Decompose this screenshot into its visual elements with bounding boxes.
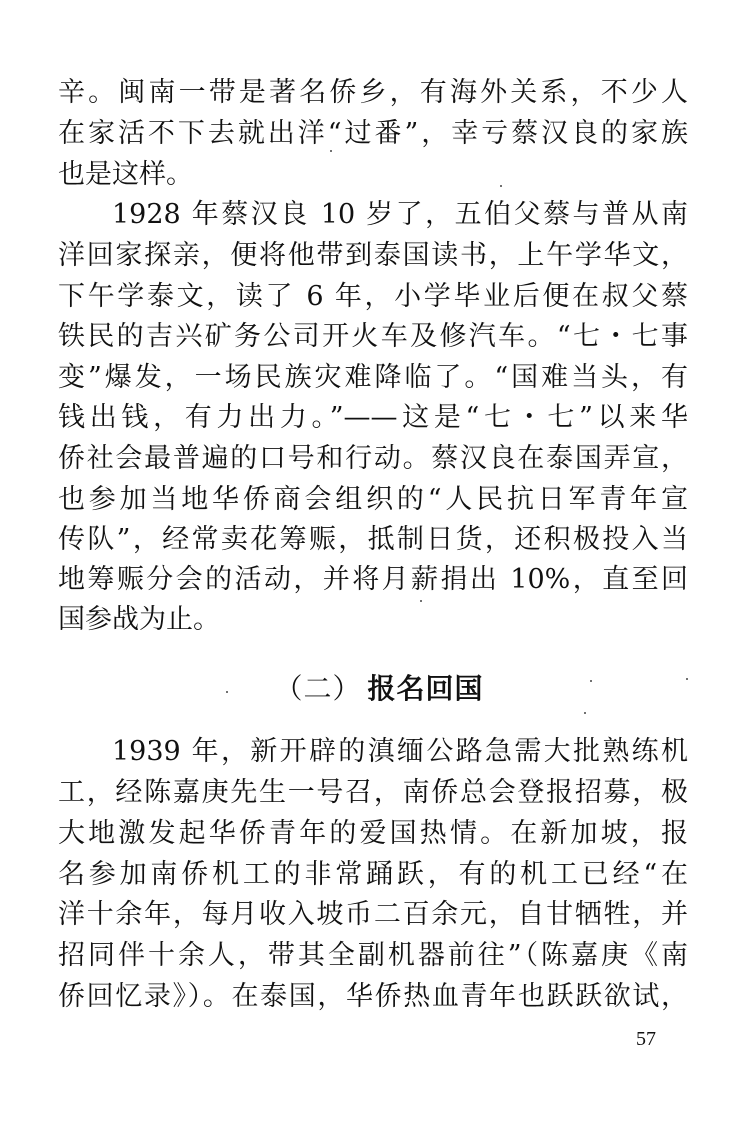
scan-speck [584, 712, 586, 714]
text-line: 传队”，经常卖花筹赈，抵制日货，还积极投入当 [58, 524, 688, 555]
text-line: 在家活不下去就出洋“过番”，幸亏蔡汉良的家族 [58, 118, 688, 149]
section-number: （二） [274, 672, 362, 705]
text-line: 1928 年蔡汉良 10 岁了，五伯父蔡与普从南 [112, 199, 688, 230]
section-heading [0, 668, 750, 710]
text-line: 也是这样。 [58, 159, 193, 190]
text-line: 侨回忆录》）。在泰国，华侨热血青年也跃跃欲试， [58, 981, 688, 1012]
text-line: 大地激发起华侨青年的爱国热情。在新加坡，报 [58, 818, 688, 849]
text-line: 1939 年，新开辟的滇缅公路急需大批熟练机 [112, 736, 688, 767]
text-line: 辛。闽南一带是著名侨乡，有海外关系，不少人 [58, 77, 688, 108]
section-title: 报名回国 [367, 672, 484, 705]
text-line: 洋回家探亲，便将他带到泰国读书，上午学华文， [58, 240, 688, 271]
text-line: 招同伴十余人，带其全副机器前往”（陈嘉庚《南 [58, 940, 688, 971]
scan-speck [330, 150, 332, 152]
text-line: 也参加当地华侨商会组织的“人民抗日军青年宣 [58, 484, 688, 515]
page-number: 57 [636, 1028, 656, 1050]
scan-speck [226, 691, 228, 693]
scan-speck [500, 185, 502, 187]
text-line: 国参战为止。 [58, 604, 220, 635]
text-line: 地筹赈分会的活动，并将月薪捐出 10%，直至回 [58, 564, 688, 595]
text-line: 变”爆发，一场民族灾难降临了。“国难当头，有 [58, 362, 688, 393]
scan-speck [420, 600, 422, 602]
scan-speck [590, 680, 592, 682]
text-line: 名参加南侨机工的非常踊跃，有的机工已经“在 [58, 859, 688, 890]
text-line: 侨社会最普遍的口号和行动。蔡汉良在泰国弄宣， [58, 443, 688, 474]
text-line: 钱出钱，有力出力。”——这是“七・七”以来华 [58, 402, 688, 433]
text-line: 工，经陈嘉庚先生一号召，南侨总会登报招募，极 [58, 777, 688, 808]
text-line: 铁民的吉兴矿务公司开火车及修汽车。“七・七事 [58, 321, 688, 352]
text-line: 洋十余年，每月收入坡币二百余元，自甘牺牲，并 [58, 899, 688, 930]
text-line: 下午学泰文，读了 6 年，小学毕业后便在叔父蔡 [58, 281, 688, 312]
scan-speck [686, 678, 688, 680]
